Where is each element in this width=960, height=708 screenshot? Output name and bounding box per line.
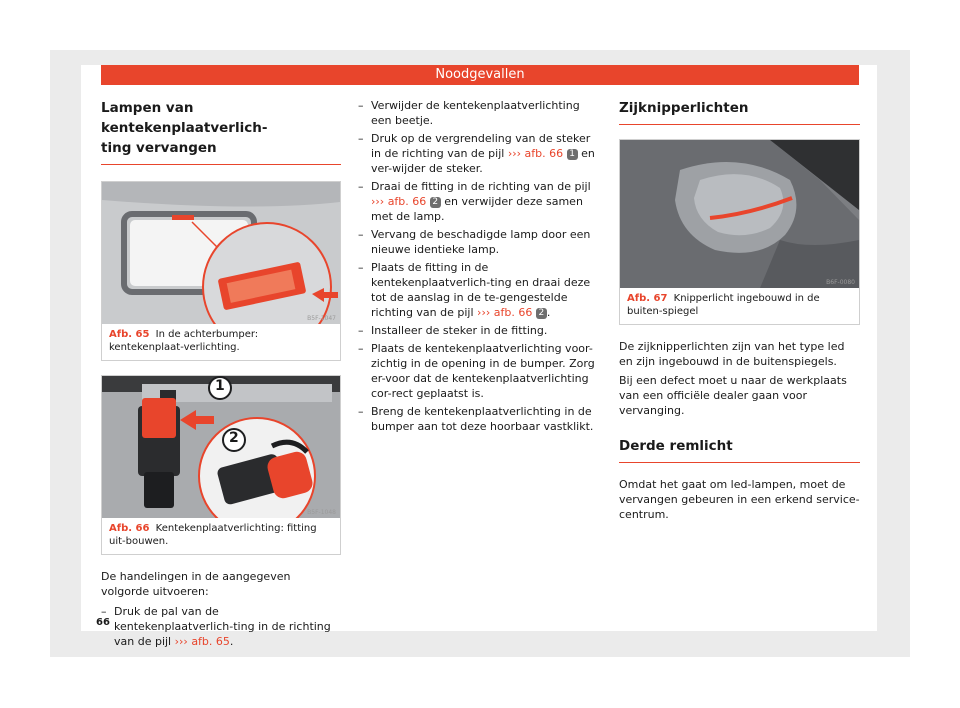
dash: – (358, 132, 364, 145)
section-title: Zijknipperlichten (619, 98, 860, 125)
section-title (101, 98, 341, 165)
figure-caption (620, 288, 859, 324)
callout-2: 2 (229, 430, 239, 446)
step-text: . (546, 306, 551, 319)
column-middle (358, 98, 602, 437)
dash: – (101, 605, 107, 618)
list-item (358, 227, 602, 257)
column-right (619, 98, 860, 522)
number-badge: 2 (536, 308, 547, 319)
step-text: Draai de fitting in de richting van de pijl (371, 180, 591, 193)
step-text: Vervang de beschadigde lamp door een nieuwe identieke lamp. (371, 228, 591, 256)
dash: – (358, 180, 364, 193)
list-item (358, 260, 602, 320)
caption-text: Knipperlicht ingebouwd in de buiten-spiegel (627, 293, 820, 317)
caption-text: Kentekenplaatverlichting: fitting uit-bouwen. (109, 523, 317, 547)
caption-text: In de achterbumper: kentekenplaat-verlichting. (109, 329, 259, 353)
section-title: Derde remlicht (619, 436, 860, 463)
step-text: Breng de kentekenplaatverlichting in de bumper aan tot deze hoorbaar vastklikt. (371, 405, 594, 433)
step-text: Plaats de kentekenplaatverlichting voor-zichtig in de opening in de bumper. Zorg er-voor dat de kentekenplaatverlichting cor-rect geplaatst is. (371, 342, 595, 400)
fitting-illustration (102, 376, 340, 518)
intro-text: De handelingen in de aangegeven volgorde uitvoeren: (101, 570, 291, 598)
list-item (358, 131, 602, 176)
dash: – (358, 405, 364, 418)
steps-list (358, 98, 602, 434)
figure-label: Afb. 65 (109, 329, 150, 340)
fitting-removal-illustration (102, 376, 340, 518)
dash: – (358, 99, 364, 112)
cross-reference-link[interactable]: ››› afb. 66 (371, 195, 427, 208)
number-badge: 2 (430, 197, 441, 208)
dash: – (358, 342, 364, 355)
list-item: – Druk de pal van de kentekenplaatverlich-ting in de richting van de pijl ››› afb. 65. (101, 605, 331, 648)
cross-reference-link[interactable]: ››› afb. 66 (507, 147, 564, 160)
step-text: en ver-wijder de steker. (371, 147, 595, 175)
column-left (101, 98, 341, 652)
step-text: Druk op de vergrendeling van de steker in de richting van de pijl (371, 132, 591, 160)
side-mirror-illustration (620, 140, 859, 288)
mirror-illustration (620, 140, 859, 288)
paragraph: Omdat het gaat om led-lampen, moet de vervangen gebeuren in een erkend service-centrum. (619, 478, 860, 521)
figure-67 (619, 139, 860, 325)
cross-reference-link[interactable]: ››› afb. 65 (174, 635, 230, 648)
chapter-header: Noodgevallen (101, 65, 859, 85)
step-text: Installeer de steker in de fitting. (371, 324, 548, 337)
steps-list (101, 604, 341, 649)
list-item (358, 341, 602, 401)
callout-1: 1 (215, 378, 225, 394)
figure-code: B5F-1048 (307, 509, 336, 516)
dash: – (358, 261, 364, 274)
list-item (358, 179, 602, 224)
figure-66 (101, 375, 341, 555)
figure-caption (102, 518, 340, 554)
section-title-line1: Lampen van kentekenplaatverlich- (101, 100, 268, 136)
step-text: Plaats de fitting in de kentekenplaatverlich-ting en draai deze tot de aanslag in de te-gengestelde richting van de pijl (371, 261, 591, 319)
number-badge: 1 (567, 149, 578, 160)
license-plate-light-illustration (102, 182, 340, 324)
paragraph: De zijknipperlichten zijn van het type led en zijn ingebouwd in de buitenspiegels. (619, 340, 845, 368)
step-text: Druk de pal van de kentekenplaatverlich-ting in de richting van de pijl (114, 605, 331, 648)
list-item (358, 404, 602, 434)
paragraph: Bij een defect moet u naar de werkplaats van een officiële dealer gaan voor vervanging. (619, 374, 847, 417)
dash: – (358, 228, 364, 241)
cross-reference-link[interactable]: ››› afb. 66 (477, 306, 533, 319)
figure-label: Afb. 67 (627, 293, 668, 304)
figure-code: B5F-1047 (307, 315, 336, 322)
figure-65 (101, 181, 341, 361)
list-item (358, 98, 602, 128)
section-title-line2: ting vervangen (101, 140, 217, 156)
figure-label: Afb. 66 (109, 523, 150, 534)
step-text: en verwijder deze samen met de lamp. (371, 195, 583, 223)
dash: – (358, 324, 364, 337)
list-item (358, 323, 602, 338)
bumper-illustration (102, 182, 340, 324)
page-number: 66 (96, 617, 110, 628)
step-text: Verwijder de kentekenplaatverlichting een beetje. (371, 99, 580, 127)
figure-code: B6F-0080 (826, 279, 855, 286)
figure-caption (102, 324, 340, 360)
